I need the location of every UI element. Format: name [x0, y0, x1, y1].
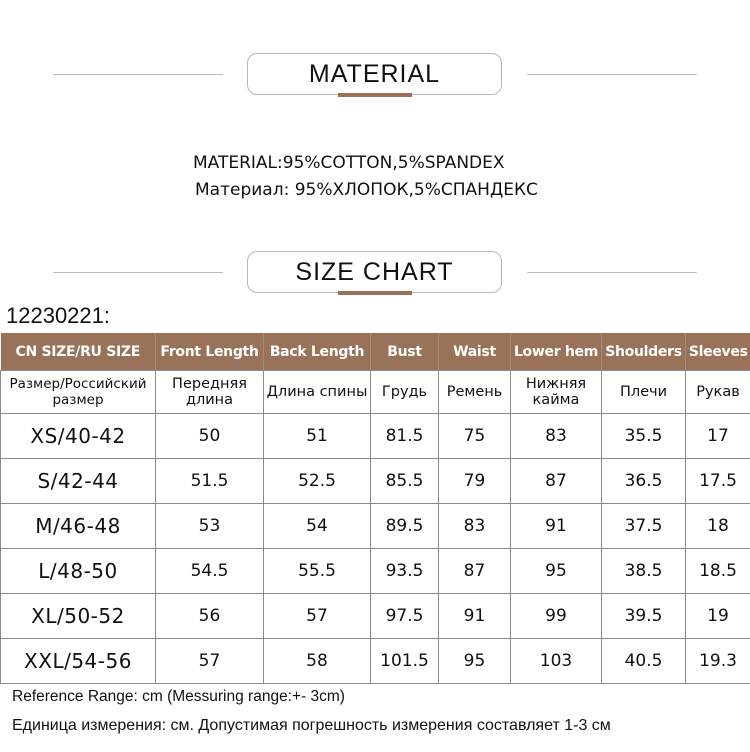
header-shoulders: Shoulders: [602, 333, 686, 371]
bust-cell: 81.5: [371, 414, 439, 459]
lower-hem-cell: 83: [511, 414, 602, 459]
material-title: MATERIAL: [247, 53, 502, 95]
table-row: [1, 414, 750, 459]
material-line-ru: Материал: 95%ХЛОПОК,5%СПАНДЕКС: [195, 180, 538, 200]
waist-cell: 83: [439, 504, 511, 549]
sleeves-cell: 17.5: [686, 459, 750, 504]
bust-cell: 101.5: [371, 639, 439, 684]
waist-cell: 75: [439, 414, 511, 459]
lower-hem-cell: 91: [511, 504, 602, 549]
bust-cell: 89.5: [371, 504, 439, 549]
waist-cell: 87: [439, 549, 511, 594]
size-chart-title: SIZE CHART: [247, 251, 502, 293]
front-length-cell: 50: [156, 414, 264, 459]
sleeves-cell: 19: [686, 594, 750, 639]
back-length-cell: 57: [264, 594, 371, 639]
size-table: [0, 333, 750, 684]
header-ru-back-length: Длина спины: [264, 371, 371, 414]
header-ru-lower-hem: Нижняя кайма: [511, 371, 602, 414]
model-code: 12230221:: [6, 303, 110, 328]
sleeves-cell: 19.3: [686, 639, 750, 684]
shoulders-cell: 38.5: [602, 549, 686, 594]
material-line-en: MATERIAL:95%COTTON,5%SPANDEX: [193, 153, 505, 173]
front-length-cell: 51.5: [156, 459, 264, 504]
header-back-length: Back Length: [264, 333, 371, 371]
waist-cell: 79: [439, 459, 511, 504]
size-cell: XL/50-52: [1, 594, 156, 639]
size-cell: XXL/54-56: [1, 639, 156, 684]
header-sleeves: Sleeves: [686, 333, 750, 371]
sleeves-cell: 18.5: [686, 549, 750, 594]
size-cell: M/46-48: [1, 504, 156, 549]
front-length-cell: 57: [156, 639, 264, 684]
back-length-cell: 52.5: [264, 459, 371, 504]
divider-line-left: [53, 272, 223, 273]
table-row: [1, 594, 750, 639]
lower-hem-cell: 87: [511, 459, 602, 504]
title-underline: [338, 291, 412, 295]
front-length-cell: 53: [156, 504, 264, 549]
header-front-length: Front Length: [156, 333, 264, 371]
title-underline: [338, 93, 412, 97]
back-length-cell: 55.5: [264, 549, 371, 594]
lower-hem-cell: 99: [511, 594, 602, 639]
divider-line-left: [53, 74, 223, 75]
waist-cell: 91: [439, 594, 511, 639]
reference-range-note: Reference Range: cm (Messuring range:+- 3cm): [12, 688, 345, 705]
size-chart-section-header: [0, 251, 750, 301]
back-length-cell: 58: [264, 639, 371, 684]
table-row: [1, 459, 750, 504]
shoulders-cell: 39.5: [602, 594, 686, 639]
header-bust: Bust: [371, 333, 439, 371]
lower-hem-cell: 103: [511, 639, 602, 684]
header-ru-size: Размер/Российский размер: [1, 371, 156, 414]
sleeves-cell: 18: [686, 504, 750, 549]
shoulders-cell: 35.5: [602, 414, 686, 459]
divider-line-right: [527, 272, 697, 273]
header-waist: Waist: [439, 333, 511, 371]
header-ru-shoulders: Плечи: [602, 371, 686, 414]
divider-line-right: [527, 74, 697, 75]
front-length-cell: 56: [156, 594, 264, 639]
front-length-cell: 54.5: [156, 549, 264, 594]
header-ru-waist: Ремень: [439, 371, 511, 414]
shoulders-cell: 40.5: [602, 639, 686, 684]
header-lower-hem: Lower hem: [511, 333, 602, 371]
bust-cell: 97.5: [371, 594, 439, 639]
reference-range-note-ru: Единица измерения: см. Допустимая погрешность измерения составляет 1-3 см: [12, 717, 611, 734]
bust-cell: 93.5: [371, 549, 439, 594]
shoulders-cell: 36.5: [602, 459, 686, 504]
shoulders-cell: 37.5: [602, 504, 686, 549]
size-cell: L/48-50: [1, 549, 156, 594]
header-size: CN SIZE/RU SIZE: [1, 333, 156, 371]
header-row-ru: [1, 371, 750, 414]
header-ru-sleeves: Рукав: [686, 371, 750, 414]
header-ru-front-length: Передняя длина: [156, 371, 264, 414]
material-section-header: [0, 53, 750, 103]
table-row: [1, 504, 750, 549]
back-length-cell: 54: [264, 504, 371, 549]
size-cell: XS/40-42: [1, 414, 156, 459]
back-length-cell: 51: [264, 414, 371, 459]
size-cell: S/42-44: [1, 459, 156, 504]
table-row: [1, 549, 750, 594]
header-ru-bust: Грудь: [371, 371, 439, 414]
waist-cell: 95: [439, 639, 511, 684]
table-row: [1, 639, 750, 684]
sleeves-cell: 17: [686, 414, 750, 459]
material-description: [193, 150, 593, 204]
bust-cell: 85.5: [371, 459, 439, 504]
header-row: [1, 333, 750, 371]
lower-hem-cell: 95: [511, 549, 602, 594]
